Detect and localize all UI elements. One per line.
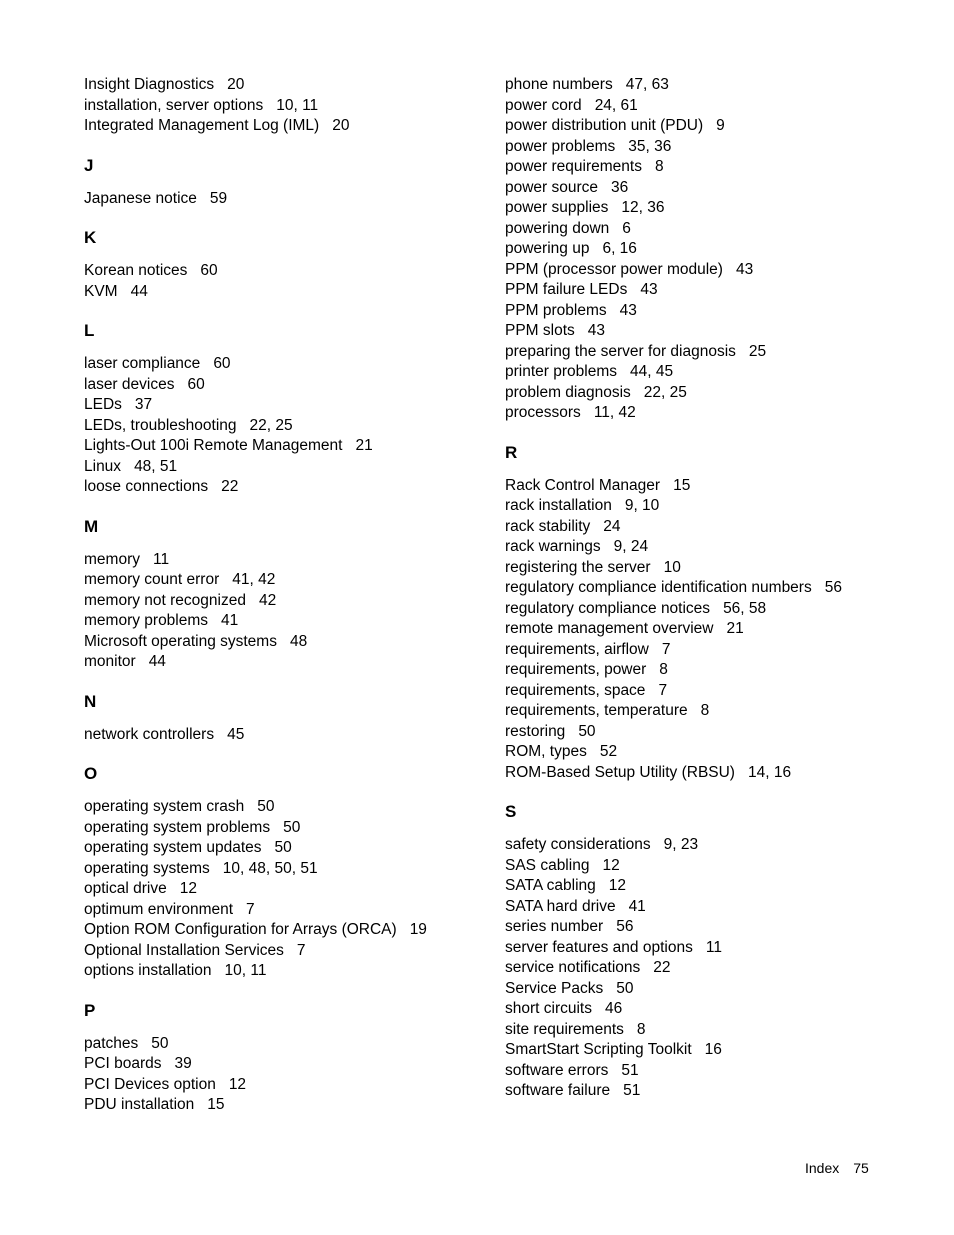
index-entry-term: Service Packs bbox=[505, 979, 604, 997]
index-group bbox=[84, 764, 504, 982]
index-entry bbox=[84, 900, 504, 921]
index-entry bbox=[505, 558, 925, 579]
index-entry bbox=[505, 260, 925, 281]
index-entry-term: problem diagnosis bbox=[505, 383, 631, 401]
index-entry-pages[interactable]: 50 bbox=[616, 979, 634, 997]
index-entry-pages[interactable]: 25 bbox=[748, 342, 767, 360]
index-entry-pages[interactable]: 50 bbox=[257, 798, 275, 815]
index-entry-term: PCI boards bbox=[84, 1055, 162, 1072]
index-entry-term: Microsoft operating systems bbox=[84, 632, 277, 650]
index-entry-pages[interactable]: 8 bbox=[700, 702, 710, 719]
index-entry-pages[interactable]: 60 bbox=[187, 375, 205, 393]
index-entry-pages[interactable]: 51 bbox=[621, 1061, 639, 1079]
index-entry-pages[interactable]: 7 bbox=[296, 941, 306, 959]
index-entry bbox=[505, 660, 925, 681]
index-entry bbox=[505, 856, 925, 877]
index-entry-term: PCI Devices option bbox=[84, 1075, 216, 1093]
index-entry bbox=[84, 879, 504, 900]
index-entry-term: processors bbox=[505, 404, 581, 421]
index-letter-heading: P bbox=[84, 1000, 96, 1020]
index-entry-term: server features and options bbox=[505, 938, 693, 956]
index-entry-pages[interactable]: 45 bbox=[227, 725, 245, 743]
index-entry bbox=[84, 416, 504, 437]
index-letter-heading: L bbox=[84, 321, 95, 340]
index-entry-term: registering the server bbox=[505, 558, 651, 576]
index-entry bbox=[505, 835, 925, 856]
index-entry bbox=[84, 652, 504, 673]
index-entry-term: printer problems bbox=[505, 363, 617, 380]
index-entry-term: ROM-Based Setup Utility (RBSU) bbox=[505, 763, 735, 781]
index-entry-term: SAS cabling bbox=[505, 856, 590, 874]
index-group bbox=[84, 517, 504, 673]
index-entry bbox=[505, 897, 925, 918]
index-entry bbox=[84, 395, 504, 416]
index-entry-term: memory bbox=[84, 550, 140, 568]
index-entry-pages[interactable]: 11, 42 bbox=[593, 404, 636, 421]
index-entry-pages[interactable]: 22 bbox=[221, 478, 239, 495]
index-entry-pages[interactable]: 44 bbox=[148, 653, 166, 670]
index-entry-term: monitor bbox=[84, 653, 136, 670]
index-entry-term: PPM problems bbox=[505, 301, 607, 319]
index-entry bbox=[505, 537, 925, 558]
index-entry bbox=[84, 838, 504, 859]
index-entry-pages[interactable]: 24, 61 bbox=[594, 96, 638, 114]
index-entry bbox=[505, 619, 925, 640]
index-entry bbox=[84, 75, 504, 96]
index-letter-heading: S bbox=[505, 802, 517, 821]
index-entry-pages[interactable]: 41 bbox=[628, 897, 646, 915]
index-entry bbox=[84, 1034, 504, 1055]
index-entry-pages[interactable]: 35, 36 bbox=[628, 137, 672, 155]
index-entry-pages[interactable]: 20 bbox=[227, 76, 245, 93]
index-entry-term: Lights-Out 100i Remote Management bbox=[84, 437, 343, 454]
index-entry bbox=[505, 496, 925, 517]
index-entry bbox=[84, 96, 504, 117]
index-entry-term: SmartStart Scripting Toolkit bbox=[505, 1041, 692, 1058]
index-entry-pages[interactable]: 56, 58 bbox=[723, 599, 767, 617]
index-entry-pages[interactable]: 50 bbox=[578, 722, 596, 740]
index-entry bbox=[505, 137, 925, 158]
index-letter-heading: K bbox=[84, 228, 97, 247]
index-entry-term: service notifications bbox=[505, 959, 641, 976]
index-group bbox=[505, 802, 925, 1102]
index-entry-term: SATA hard drive bbox=[505, 897, 616, 915]
footer-page-number: 75 bbox=[853, 1160, 869, 1176]
index-entry-term: restoring bbox=[505, 722, 566, 740]
index-entry-pages[interactable]: 21 bbox=[355, 437, 373, 454]
index-entry bbox=[84, 1075, 504, 1096]
index-entry bbox=[84, 436, 504, 457]
index-entry-term: requirements, airflow bbox=[505, 640, 649, 658]
index-entry-term: network controllers bbox=[84, 725, 215, 743]
index-entry bbox=[505, 517, 925, 538]
index-group bbox=[84, 1001, 504, 1116]
index-group bbox=[505, 75, 925, 424]
index-entry bbox=[505, 342, 925, 363]
index-letter-heading: N bbox=[84, 691, 97, 711]
index-entry-pages[interactable]: 12 bbox=[602, 856, 620, 874]
index-entry-pages[interactable]: 50 bbox=[151, 1034, 169, 1052]
index-entry bbox=[84, 375, 504, 396]
index-entry-pages[interactable]: 21 bbox=[726, 620, 744, 637]
index-entry-term: power problems bbox=[505, 137, 616, 155]
index-entry bbox=[505, 198, 925, 219]
index-entry bbox=[84, 818, 504, 839]
index-entry-term: operating system problems bbox=[84, 818, 271, 836]
index-entry-term: PPM slots bbox=[505, 322, 575, 339]
index-entry-pages[interactable]: 41, 42 bbox=[232, 571, 276, 588]
index-entry-term: remote management overview bbox=[505, 620, 714, 637]
index-entry-term: Insight Diagnostics bbox=[84, 76, 215, 93]
index-entry-pages[interactable]: 60 bbox=[213, 355, 231, 372]
index-entry bbox=[505, 157, 925, 178]
index-entry-term: PPM (processor power module) bbox=[505, 260, 723, 278]
index-entry bbox=[84, 611, 504, 632]
index-entry-term: operating system updates bbox=[84, 839, 262, 856]
index-group bbox=[84, 321, 504, 498]
index-entry bbox=[505, 917, 925, 938]
index-entry bbox=[84, 941, 504, 962]
index-entry-pages[interactable]: 50 bbox=[283, 818, 301, 836]
index-entry-term: power cord bbox=[505, 96, 582, 114]
index-group bbox=[84, 156, 504, 210]
index-entry-term: SATA cabling bbox=[505, 877, 596, 894]
index-entry-term: loose connections bbox=[84, 478, 209, 495]
index-entry-term: Linux bbox=[84, 457, 122, 475]
index-entry-pages[interactable]: 8 bbox=[659, 661, 668, 678]
index-entry-pages[interactable]: 14, 16 bbox=[747, 763, 792, 781]
index-entry bbox=[505, 96, 925, 117]
index-entry-term: software failure bbox=[505, 1082, 611, 1099]
index-entry-term: regulatory compliance identification numbers bbox=[505, 579, 812, 596]
index-entry-term: short circuits bbox=[505, 1000, 592, 1017]
index-entry-pages[interactable]: 43 bbox=[619, 301, 637, 319]
index-entry-term: memory count error bbox=[84, 571, 220, 588]
index-entry-term: rack warnings bbox=[505, 538, 601, 555]
index-entry-pages[interactable]: 19 bbox=[409, 921, 427, 938]
index-entry-term: Japanese notice bbox=[84, 189, 197, 207]
index-entry-term: site requirements bbox=[505, 1020, 624, 1038]
index-entry bbox=[84, 457, 504, 478]
index-entry bbox=[84, 116, 504, 137]
index-entry bbox=[505, 280, 925, 301]
index-entry-pages[interactable]: 39 bbox=[174, 1055, 192, 1072]
index-entry-pages[interactable]: 37 bbox=[134, 396, 153, 413]
index-entry-term: phone numbers bbox=[505, 76, 613, 93]
index-entry bbox=[505, 116, 925, 137]
index-entry bbox=[505, 301, 925, 322]
index-entry bbox=[505, 681, 925, 702]
index-entry bbox=[505, 578, 925, 599]
index-entry-pages[interactable]: 50 bbox=[274, 839, 292, 856]
index-entry-pages[interactable]: 10, 11 bbox=[276, 96, 319, 114]
index-entry-pages[interactable]: 11 bbox=[705, 938, 722, 956]
index-entry-pages[interactable]: 11 bbox=[152, 550, 170, 568]
index-entry bbox=[505, 239, 925, 260]
index-entry-pages[interactable]: 8 bbox=[654, 158, 664, 175]
index-entry bbox=[84, 570, 504, 591]
index-entry-term: requirements, space bbox=[505, 681, 646, 699]
footer-section-label: Index bbox=[805, 1160, 840, 1176]
index-entry-term: memory problems bbox=[84, 612, 209, 629]
index-entry-term: power source bbox=[505, 178, 599, 196]
index-entry-pages[interactable]: 22, 25 bbox=[249, 416, 293, 434]
index-entry-pages[interactable]: 36 bbox=[611, 178, 629, 196]
index-entry-term: rack stability bbox=[505, 517, 591, 535]
index-entry-term: installation, server options bbox=[84, 96, 264, 114]
index-entry bbox=[505, 178, 925, 199]
index-letter-heading: M bbox=[84, 516, 99, 536]
index-entry bbox=[505, 979, 925, 1000]
index-entry-pages[interactable]: 10, 48, 50, 51 bbox=[222, 859, 318, 877]
index-entry-term: laser compliance bbox=[84, 355, 201, 372]
index-group bbox=[84, 75, 504, 137]
index-entry-term: LEDs bbox=[84, 396, 122, 413]
index-entry-term: ROM, types bbox=[505, 743, 587, 760]
index-entry bbox=[505, 599, 925, 620]
index-entry bbox=[84, 550, 504, 571]
index-entry-term: Integrated Management Log (IML) bbox=[84, 117, 320, 134]
index-entry-term: series number bbox=[505, 918, 604, 935]
index-entry-pages[interactable]: 6, 16 bbox=[602, 240, 637, 257]
index-entry bbox=[505, 722, 925, 743]
index-entry bbox=[505, 476, 925, 497]
index-entry bbox=[84, 632, 504, 653]
index-entry bbox=[84, 961, 504, 982]
index-entry-term: optical drive bbox=[84, 880, 167, 897]
index-entry-pages[interactable]: 52 bbox=[599, 743, 618, 760]
index-entry-pages[interactable]: 12, 36 bbox=[621, 199, 665, 216]
index-entry-term: powering down bbox=[505, 219, 610, 237]
index-entry bbox=[84, 282, 504, 303]
index-entry bbox=[505, 1020, 925, 1041]
index-entry-term: preparing the server for diagnosis bbox=[505, 342, 736, 360]
index-entry-pages[interactable]: 7 bbox=[246, 900, 255, 918]
index-entry bbox=[505, 362, 925, 383]
index-entry-term: operating systems bbox=[84, 859, 210, 877]
index-entry-term: KVM bbox=[84, 282, 118, 300]
index-entry-pages[interactable]: 47, 63 bbox=[625, 76, 669, 93]
index-entry-term: patches bbox=[84, 1034, 139, 1052]
index-entry bbox=[505, 403, 925, 424]
index-entry bbox=[505, 701, 925, 722]
index-entry-pages[interactable]: 46 bbox=[605, 1000, 623, 1017]
index-entry-pages[interactable]: 16 bbox=[704, 1041, 722, 1058]
index-entry-term: rack installation bbox=[505, 497, 612, 514]
index-entry bbox=[505, 1040, 925, 1061]
index-entry-pages[interactable]: 12 bbox=[179, 880, 197, 897]
index-entry-pages[interactable]: 9, 23 bbox=[663, 836, 699, 853]
page-footer bbox=[805, 1158, 869, 1178]
index-entry-pages[interactable]: 42 bbox=[258, 591, 277, 609]
index-entry-term: Option ROM Configuration for Arrays (ORCA) bbox=[84, 921, 397, 938]
index-entry-pages[interactable]: 6 bbox=[622, 219, 631, 237]
index-entry bbox=[84, 920, 504, 941]
index-entry bbox=[84, 591, 504, 612]
index-entry-pages[interactable]: 7 bbox=[661, 640, 671, 658]
index-entry-pages[interactable]: 56 bbox=[824, 579, 842, 596]
index-entry-term: memory not recognized bbox=[84, 591, 246, 609]
index-entry-pages[interactable]: 44, 45 bbox=[630, 363, 674, 380]
index-entry-term: LEDs, troubleshooting bbox=[84, 416, 237, 434]
index-entry bbox=[84, 797, 504, 818]
index-entry bbox=[84, 725, 504, 746]
index-group bbox=[84, 228, 504, 302]
index-entry-pages[interactable]: 24 bbox=[603, 517, 621, 535]
index-entry-pages[interactable]: 8 bbox=[636, 1020, 646, 1038]
index-entry bbox=[505, 763, 925, 784]
index-entry-pages[interactable]: 9, 10 bbox=[624, 497, 660, 514]
index-entry-pages[interactable]: 10, 11 bbox=[224, 962, 267, 979]
index-entry bbox=[505, 219, 925, 240]
index-entry-pages[interactable]: 60 bbox=[200, 262, 218, 279]
index-entry-term: power supplies bbox=[505, 199, 609, 216]
index-entry-term: options installation bbox=[84, 962, 212, 979]
index-entry-pages[interactable]: 59 bbox=[209, 189, 228, 207]
index-letter-heading: R bbox=[505, 442, 518, 462]
index-entry-term: laser devices bbox=[84, 375, 175, 393]
index-entry-pages[interactable]: 43 bbox=[735, 260, 754, 278]
index-entry-pages[interactable]: 15 bbox=[207, 1096, 225, 1113]
index-entry bbox=[84, 859, 504, 880]
index-entry bbox=[505, 383, 925, 404]
index-entry-term: regulatory compliance notices bbox=[505, 599, 711, 617]
index-entry-term: optimum environment bbox=[84, 900, 234, 918]
index-entry-pages[interactable]: 43 bbox=[587, 322, 606, 339]
index-entry bbox=[84, 1054, 504, 1075]
index-entry bbox=[505, 742, 925, 763]
index-column-left bbox=[84, 75, 504, 1116]
index-group bbox=[505, 443, 925, 784]
index-entry bbox=[84, 354, 504, 375]
index-entry-pages[interactable]: 15 bbox=[673, 476, 691, 494]
index-entry-term: Rack Control Manager bbox=[505, 476, 661, 494]
index-group bbox=[84, 692, 504, 746]
index-entry bbox=[505, 876, 925, 897]
index-entry-pages[interactable]: 9, 24 bbox=[613, 538, 649, 555]
index-entry-term: powering up bbox=[505, 240, 590, 257]
index-entry-pages[interactable]: 22 bbox=[653, 959, 671, 976]
index-entry bbox=[505, 75, 925, 96]
index-entry-pages[interactable]: 48, 51 bbox=[134, 457, 178, 475]
index-letter-heading: O bbox=[84, 764, 98, 783]
index-entry-term: power distribution unit (PDU) bbox=[505, 117, 704, 134]
index-entry bbox=[84, 189, 504, 210]
index-entry bbox=[84, 1095, 504, 1116]
index-entry-pages[interactable]: 7 bbox=[658, 681, 668, 699]
index-entry-pages[interactable]: 48 bbox=[289, 632, 308, 650]
index-entry-pages[interactable]: 9 bbox=[716, 117, 725, 134]
index-column-right bbox=[505, 75, 925, 1102]
index-entry-pages[interactable]: 22, 25 bbox=[643, 383, 687, 401]
index-entry bbox=[84, 261, 504, 282]
index-entry bbox=[505, 938, 925, 959]
index-entry-pages[interactable]: 10 bbox=[663, 558, 681, 576]
index-entry-term: requirements, power bbox=[505, 661, 647, 678]
index-entry bbox=[505, 1081, 925, 1102]
index-letter-heading: J bbox=[84, 155, 94, 175]
index-entry-term: Optional Installation Services bbox=[84, 941, 284, 959]
index-entry-term: safety considerations bbox=[505, 836, 651, 853]
index-entry bbox=[505, 640, 925, 661]
index-entry-pages[interactable]: 56 bbox=[616, 918, 634, 935]
index-entry-pages[interactable]: 51 bbox=[623, 1082, 641, 1099]
index-entry-pages[interactable]: 20 bbox=[332, 117, 350, 134]
index-entry-term: requirements, temperature bbox=[505, 702, 688, 719]
index-entry-pages[interactable]: 12 bbox=[608, 877, 627, 894]
index-entry-pages[interactable]: 12 bbox=[228, 1075, 247, 1093]
index-entry bbox=[505, 958, 925, 979]
index-entry-term: operating system crash bbox=[84, 798, 245, 815]
index-entry-term: PPM failure LEDs bbox=[505, 281, 628, 298]
index-entry bbox=[84, 477, 504, 498]
index-entry bbox=[505, 999, 925, 1020]
index-entry-pages[interactable]: 41 bbox=[221, 612, 239, 629]
index-entry-term: software errors bbox=[505, 1061, 609, 1079]
index-entry bbox=[505, 1061, 925, 1082]
index-entry-term: power requirements bbox=[505, 158, 642, 175]
index-entry bbox=[505, 321, 925, 342]
index-entry-term: PDU installation bbox=[84, 1096, 195, 1113]
index-entry-pages[interactable]: 44 bbox=[130, 282, 148, 300]
index-entry-pages[interactable]: 43 bbox=[640, 281, 658, 298]
index-entry-term: Korean notices bbox=[84, 262, 188, 279]
